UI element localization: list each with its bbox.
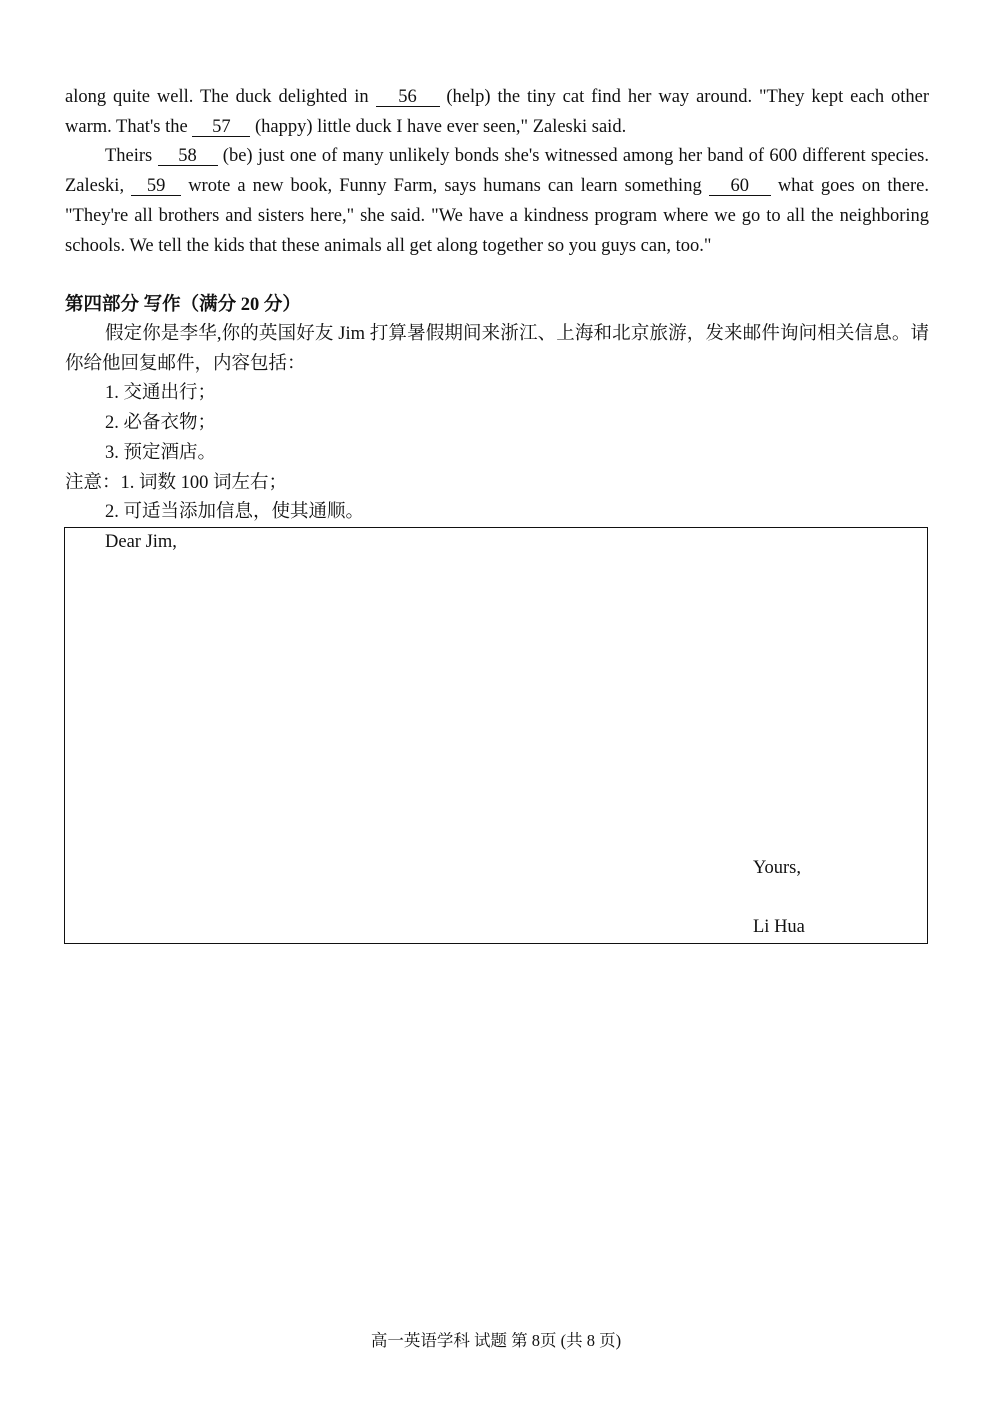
- letter-salutation: Dear Jim,: [105, 532, 177, 552]
- blank-59: 59: [131, 177, 181, 196]
- passage-text: what goes on there. "They're all brothers and sisters here," she said. "We have a kindness program where we go to all the neighboring schools. We tell the kids that these animals all get along together so you guys can, too.": [65, 176, 929, 256]
- passage-text: (be) just one of many unlikely bonds she's witnessed among her band of 600 different species. Zaleski,: [65, 146, 929, 197]
- passage-text: (help) the tiny cat find her way around. "They kept each other warm. That's the: [65, 87, 929, 137]
- note-line-2: 2. 可适当添加信息，使其通顺。: [105, 502, 365, 523]
- answer-box[interactable]: [64, 527, 928, 944]
- page-footer: 高一英语学科 试题 第 8页 (共 8 页): [370, 1331, 622, 1350]
- blank-58: 58: [158, 147, 218, 166]
- blank-60: 60: [709, 177, 771, 196]
- cloze-passage: [65, 83, 929, 261]
- passage-text: (happy) little duck I have ever seen," Zaleski said.: [250, 116, 627, 137]
- requirement-item-1: 1. 交通出行；: [105, 383, 217, 404]
- blank-56: 56: [376, 88, 440, 107]
- requirement-item-2: 2. 必备衣物；: [105, 413, 217, 434]
- letter-closing: Yours,: [753, 858, 801, 878]
- passage-text: along quite well. The duck delighted in: [65, 87, 376, 107]
- passage-text: Theirs: [105, 146, 158, 167]
- note-line-1: 注意：1. 词数 100 词左右；: [65, 472, 288, 493]
- passage-text: wrote a new book, Funny Farm, says humans can learn something: [181, 176, 709, 197]
- writing-section-title: 第四部分 写作（满分 20 分）: [65, 295, 301, 315]
- blank-57: 57: [192, 118, 250, 137]
- passage-paragraph-1: [65, 83, 929, 142]
- passage-paragraph-2: [65, 142, 929, 261]
- writing-prompt: 假定你是李华,你的英国好友 Jim 打算暑假期间来浙江、上海和北京旅游，发来邮件询问相关信息。请你给他回复邮件，内容包括：: [65, 324, 929, 374]
- letter-signature: Li Hua: [753, 917, 805, 937]
- writing-task: [65, 320, 929, 528]
- requirement-item-3: 3. 预定酒店。: [105, 442, 217, 463]
